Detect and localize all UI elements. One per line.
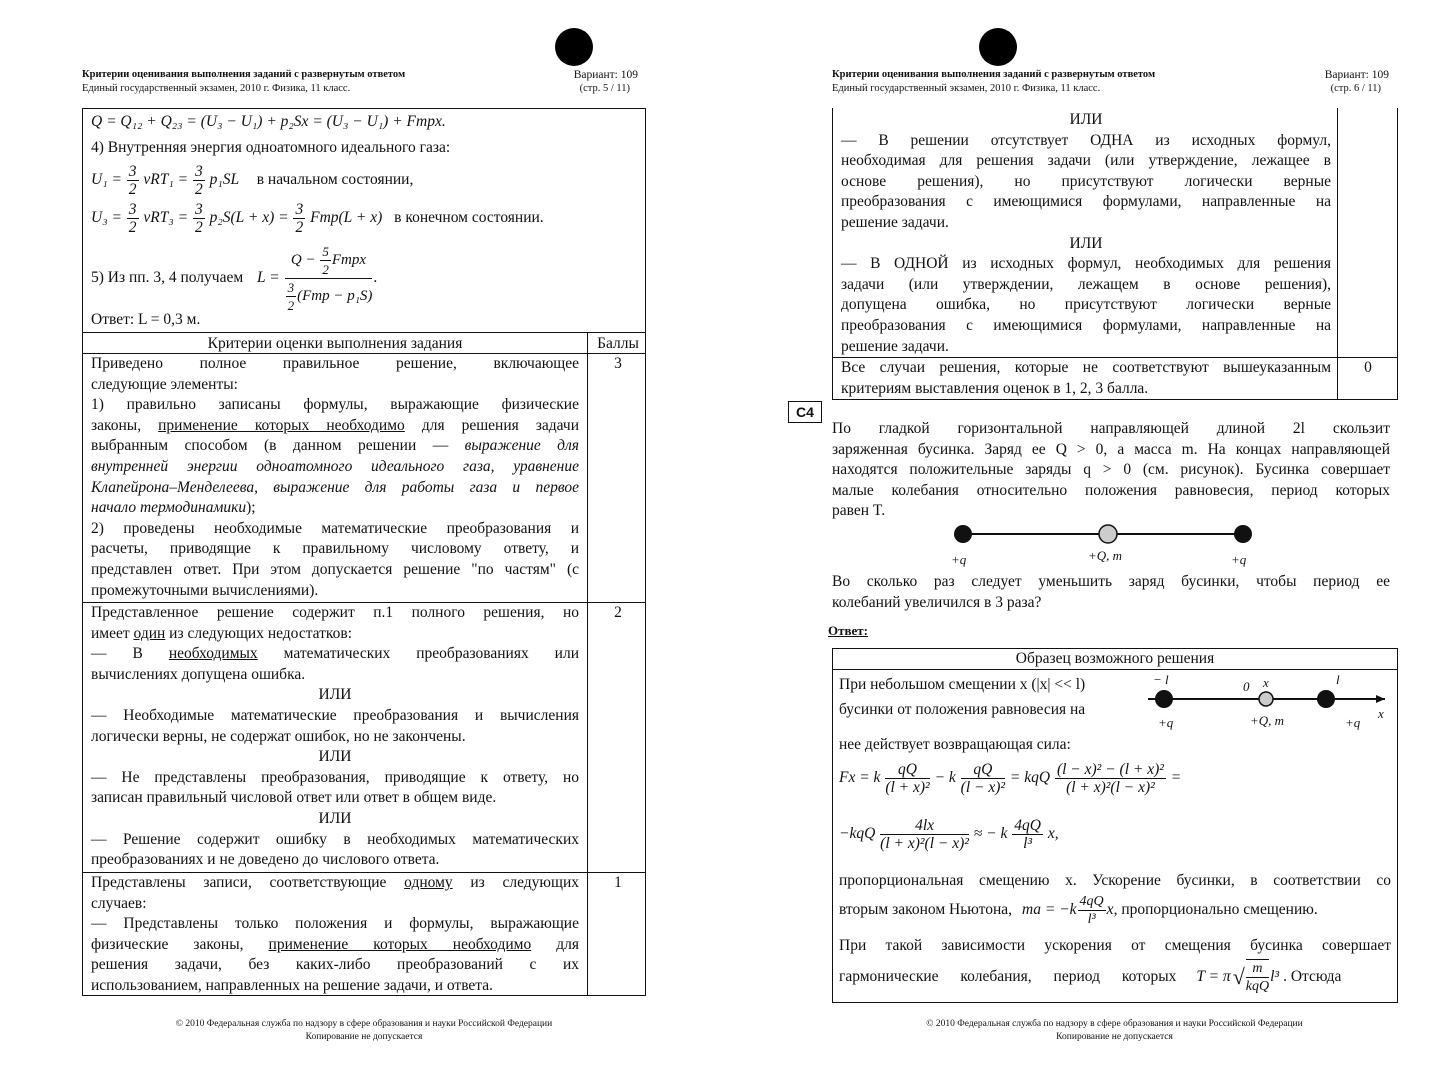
punch-hole [979,28,1017,66]
table-row: Представлены записи, соответствующие одному из следующих случаев: — Представлены только положения и формулы, выражающие физические законы, применение которых необходимо для решения задачи, без каких-либо преобразований с их использованием, направленных на решение задачи, и ответа. [91,874,580,994]
sample-solution [832,648,1398,1003]
points-value: 1 [614,874,622,891]
page-footer [78,1018,650,1044]
header-subtitle: Единый государственный экзамен, 2010 г. Физика, 11 класс. [82,83,351,94]
sample-newton: вторым законом Ньютона, ma = −k $\frac{4qQ}{\text{l³}}$ x , пропорционально смещению. [839,894,1318,927]
footer-copyright: © 2010 Федеральная служба по надзору в сфере образования и науки Российской Федерации [175,1019,553,1029]
header-page-number: (стр. 5 / 11) [579,83,630,94]
equation-l: 5) Из пп. 3, 4 получаем L = Q − $\frac{5}{2}$ Fтрx $\frac{3}{2}$ (Fтр − p₁S) . [91,244,378,313]
label-charge-left: +q [1158,715,1174,730]
points-value: 0 [1364,359,1372,376]
task-question: Во сколько раз следует уменьшить заряд бусинки, чтобы период ее колебаний увеличился в 3 раза? [832,573,1390,611]
label-charge-right: +q [1345,715,1361,730]
equation-force-approx: −kqQ $\frac{4lx}{\text{(l + x)²(l − x)²}}$ ≈ − k $\frac{4qQ}{\text{l³}}$ x, [839,817,1059,852]
page-header [828,68,1401,98]
axis-name: x [1378,706,1384,721]
column-header-points: Баллы [597,335,639,352]
label-charge-left: +q [951,552,967,567]
label-bead: +Q, m [1250,713,1285,728]
axis-label-zero: 0 [1243,679,1250,694]
axis-label-minus-l: − l [1153,672,1169,687]
header-page-number: (стр. 6 / 11) [1330,83,1381,94]
task-statement: По гладкой горизонтальной направляющей длиной 2l скользит заряженная бусинка. Заряд ее Q > 0, а масса m. На концах направляющей находятся положительные заряды q > 0 (см. рисунок). Бусинка совершает малые колебания относительно положения равновесия, период которых равен T. [832,420,1390,520]
sample-text: пропорциональная смещению x. Ускорение бусинки, в соответствии со [839,872,1391,889]
criteria-table-continued [832,108,1398,400]
sample-intro: При небольшом смещении x (|x| << l) бусинки от положения равновесия на [839,676,1086,718]
answer: Ответ: L = 0,3 м. [91,311,201,328]
charges-figure [948,520,1268,570]
criteria-table [82,332,646,996]
label-charge-right: +q [1231,552,1247,567]
footer-notice: Копирование не допускается [1056,1032,1173,1042]
footer-notice: Копирование не допускается [305,1032,423,1042]
axis-label-x: x [1263,675,1269,690]
header-variant: Вариант: 109 [1324,69,1389,81]
answer-label: Ответ: [828,623,869,638]
points-value: 3 [614,355,622,372]
label-bead: +Q, m [1088,548,1123,563]
axis-diagram [1123,671,1395,731]
task-label: C4 [788,401,822,423]
charge-left [954,525,972,543]
header-variant: Вариант: 109 [573,69,638,81]
page-footer [828,1018,1401,1044]
page-header [78,68,650,98]
table-row: ИЛИ — В решении отсутствует ОДНА из исходных формул, необходимая для решения задачи (или утверждение, лежащее в основе решения), но присутствуют логически верные преобразования с имеющимися формулами, направленные на решение задачи. ИЛИ — В ОДНОЙ из исходных формул, необходимых для решения задачи (или утверждении, лежащем в основе решения), допущена ошибка, но присутствуют логически верные преобразования с имеющимися формулами, направленные на решение задачи. [841,111,1331,355]
sample-title: Образец возможного решения [1015,650,1215,667]
table-row: Приведено полное правильное решение, включающее следующие элементы: 1) правильно записаны формулы, выражающие физические законы, применение которых необходимо для решения задачи выбранным способом (в данном решении — выражение для внутренней энергии одноатомного идеального газа, уравнение Клапейрона–Менделеева, выражение для работы газа и первое начало термодинамики); 2) проведены необходимые математические преобразования и расчеты, приводящие к правильному числовому ответу, и представлен ответ. При этом допускается решение "по частям" (с промежуточными вычислениями). [91,355,580,599]
charge-right [1317,690,1335,708]
axis-label-l: l [1336,672,1340,687]
right-page [828,0,1401,1066]
column-header-criteria: Критерии оценки выполнения задания [207,335,463,352]
left-page [78,0,650,1066]
bead [1259,692,1273,706]
equation-heat: Q = Q₁₂ + Q₂₃ = (U₃ − U₁) + p₂Sx = (U₃ − U₁) + Fтрx. [91,113,446,130]
charge-right [1234,525,1252,543]
punch-hole [555,28,593,66]
equation-force: Fx = k $\frac{qQ}{\text{(l + x)²}}$ − k $\frac{qQ}{\text{(l − x)²}}$ = kqQ $\frac{\text{(l − x)² − (l + x)²}}{\text{(l + x)²(l − x)²}}$ = [839,761,1182,796]
bead [1099,525,1117,543]
sample-force-intro: нее действует возвращающая сила: [839,736,1071,753]
table-row: Все случаи решения, которые не соответствуют вышеуказанным критериям выставления оценок в 1, 2, 3 балла. [841,359,1331,397]
sample-period: гармонические колебания, период которых T = π √ $\frac{m}{\text{kqQ}}$ l³ . Отсюда [839,961,1342,994]
equation-u3: U₃ = $\frac{3}{2}$ νRT₃ = $\frac{3}{2}$ p₂S(L + x) = $\frac{3}{2}$ Fтр(L + x) в конечном состоянии. [91,201,544,236]
header-title: Критерии оценивания выполнения заданий с развернутым ответом [82,69,406,80]
sample-text: При такой зависимости ускорения от смещения бусинка совершает [839,937,1391,954]
equation-u1: U₁ = $\frac{3}{2}$ νRT₁ = $\frac{3}{2}$ p₁SL в начальном состоянии, [91,163,414,198]
header-subtitle: Единый государственный экзамен, 2010 г. Физика, 11 класс. [832,83,1101,94]
step-4: 4) Внутренняя энергия одноатомного идеального газа: [91,139,451,156]
points-value: 2 [614,604,622,621]
table-row: Представленное решение содержит п.1 полного решения, но имеет один из следующих недостатков: — В необходимых математических преобразованиях или вычислениях допущена ошибка. ИЛИ — Необходимые математические преобразования и вычисления логически верны, не содержат ошибок, но не закончены. ИЛИ — Не представлены преобразования, приводящие к ответу, но записан правильный числовой ответ или ответ в общем виде. ИЛИ — Решение содержит ошибку в необходимых математических преобразованиях и не доведено до числового ответа. [91,604,580,869]
charge-left [1155,690,1173,708]
header-title: Критерии оценивания выполнения заданий с развернутым ответом [832,69,1156,80]
solution-block [82,108,646,332]
footer-copyright: © 2010 Федеральная служба по надзору в сфере образования и науки Российской Федерации [926,1019,1303,1029]
